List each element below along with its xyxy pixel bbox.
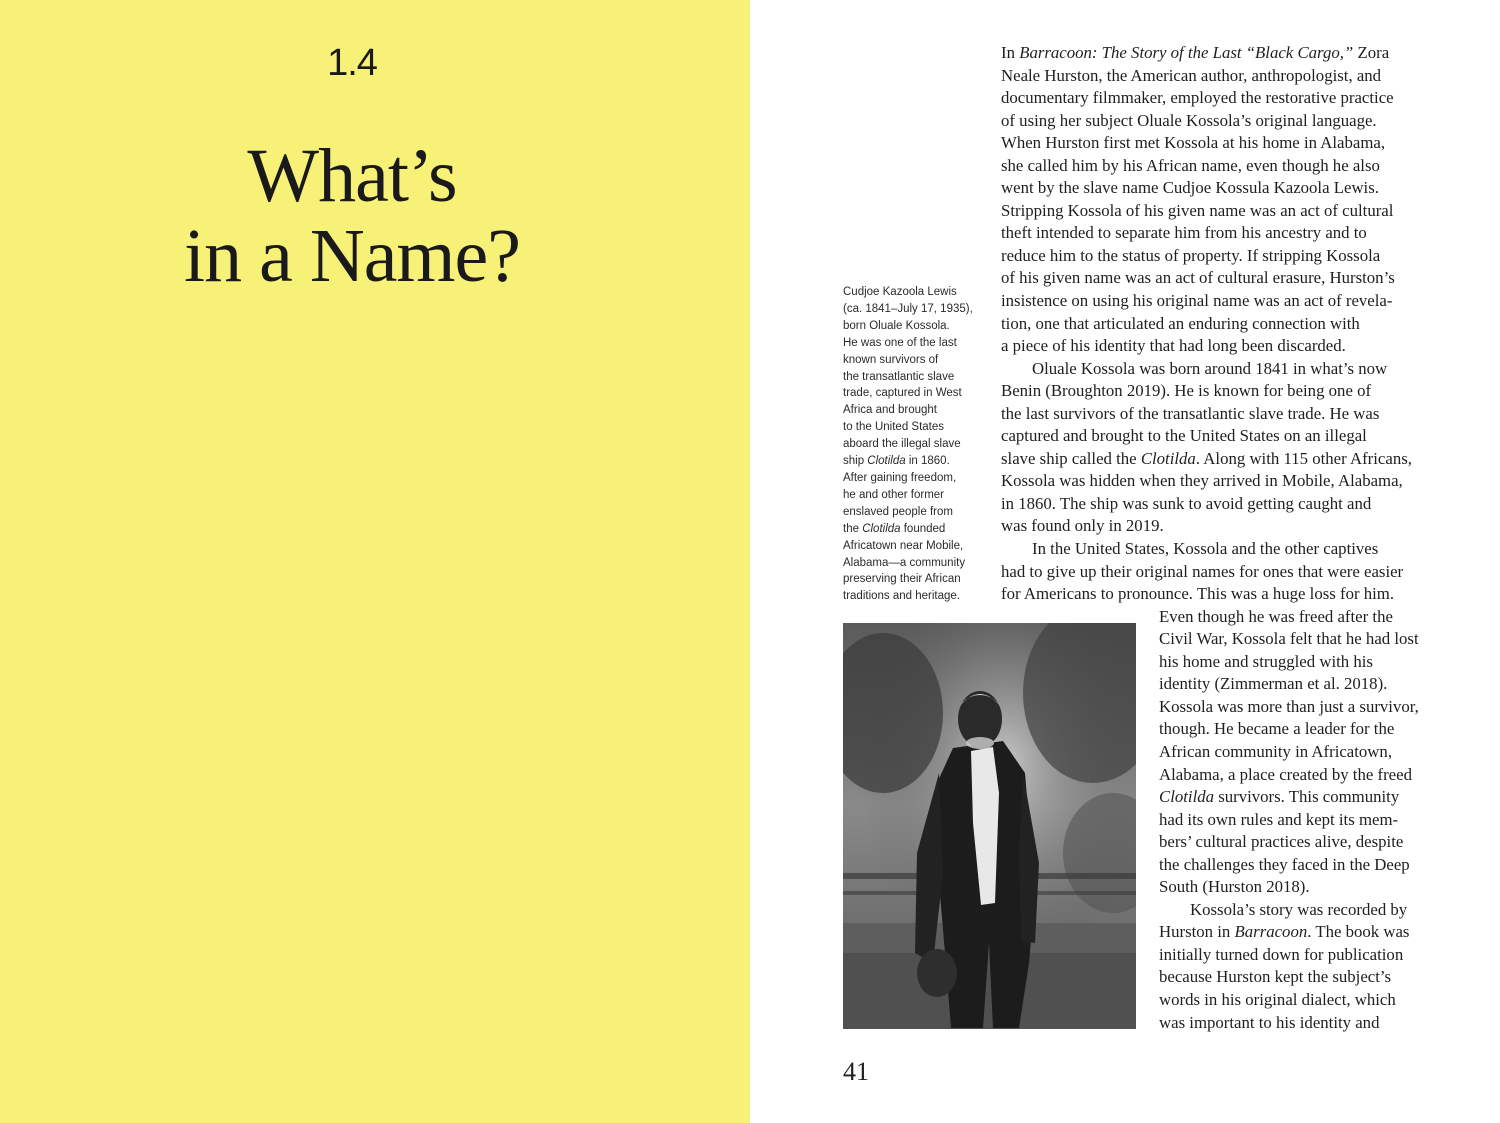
body-line: for Americans to pronounce. This was a huge loss for him. xyxy=(1001,584,1395,604)
chapter-title xyxy=(0,136,704,296)
chapter-title-line: in a Name? xyxy=(183,214,521,298)
body-line: Kossola’s story was recorded by xyxy=(1190,899,1408,919)
body-line: reduce him to the status of property. If stripping Kossola xyxy=(1001,245,1381,265)
body-line: captured and brought to the United States on an illegal xyxy=(1001,426,1367,446)
ship-name: Clotilda xyxy=(1159,787,1215,807)
caption-line: Africatown near Mobile, xyxy=(843,539,964,552)
body-line: of his given name was an act of cultural erasure, Hurston’s xyxy=(1001,268,1395,288)
body-line: Stripping Kossola of his given name was an act of cultural xyxy=(1001,200,1394,220)
section-number: 1.4 xyxy=(327,42,377,84)
body-line: went by the slave name Cudjoe Kossula Kazoola Lewis. xyxy=(1001,178,1379,198)
body-line: documentary filmmaker, employed the restorative practice xyxy=(1001,88,1394,108)
body-line: Oluale Kossola was born around 1841 in what’s now xyxy=(1032,358,1388,378)
caption-line: Africa and brought xyxy=(843,404,937,417)
caption-line: preserving their African xyxy=(843,573,961,586)
body-line: Alabama, a place created by the freed xyxy=(1159,764,1412,784)
body-line: Kossola was more than just a survivor, xyxy=(1159,696,1419,716)
chapter-title-line: What’s xyxy=(247,134,457,218)
body-line: she called him by his African name, even though he also xyxy=(1001,155,1380,175)
body-line: theft intended to separate him from his ancestry and to xyxy=(1001,223,1367,243)
body-line: was important to his identity and xyxy=(1159,1012,1380,1032)
book-title-barracoon: Barracoon: The Story of the Last “Black Cargo,” xyxy=(1019,43,1354,62)
body-line: was found only in 2019. xyxy=(1001,516,1164,536)
body-line: had to give up their original names for ones that were easier xyxy=(1001,561,1404,581)
body-line: in 1860. The ship was sunk to avoid getting caught and xyxy=(1001,493,1372,513)
body-line: Even though he was freed after the xyxy=(1159,606,1393,626)
caption-line: he and other former xyxy=(843,488,945,501)
caption-line: aboard the illegal slave xyxy=(843,438,961,451)
body-line: South (Hurston 2018). xyxy=(1159,877,1310,897)
caption-line: ship Clotilda in 1860. xyxy=(843,455,950,468)
body-line: his home and struggled with his xyxy=(1159,651,1373,671)
body-line: insistence on using his original name was an act of revela- xyxy=(1001,291,1393,311)
caption-line: (ca. 1841–July 17, 1935), xyxy=(843,302,973,315)
body-line: had its own rules and kept its mem- xyxy=(1159,809,1399,829)
body-line: Hurston in Barracoon. The book was xyxy=(1159,922,1410,942)
body-line: Clotilda survivors. This community xyxy=(1159,787,1400,807)
body-line: the challenges they faced in the Deep xyxy=(1159,854,1410,874)
caption-line: After gaining freedom, xyxy=(843,471,957,484)
body-line: bers’ cultural practices alive, despite xyxy=(1159,832,1404,852)
page-number: 41 xyxy=(843,1057,869,1086)
caption-line: to the United States xyxy=(843,421,945,434)
ship-name: Clotilda xyxy=(1140,448,1196,468)
caption-line: He was one of the last xyxy=(843,336,957,349)
photo-caption xyxy=(843,284,983,605)
caption-line: known survivors of xyxy=(843,353,939,366)
body-line: When Hurston first met Kossola at his home in Alabama, xyxy=(1001,133,1386,153)
body-text xyxy=(1001,42,1419,1034)
caption-line: born Oluale Kossola. xyxy=(843,319,950,332)
body-line: a piece of his identity that had long been discarded. xyxy=(1001,336,1346,356)
body-line: Benin (Broughton 2019). He is known for being one of xyxy=(1001,381,1372,401)
caption-line: traditions and heritage. xyxy=(843,590,960,603)
book-title-barracoon: Barracoon xyxy=(1234,922,1308,942)
body-line: of using her subject Oluale Kossola’s original language. xyxy=(1001,110,1377,130)
caption-line: the transatlantic slave xyxy=(843,370,955,383)
body-line: In Barracoon: The Story of the Last “Black Cargo,” Zora xyxy=(1001,43,1390,62)
body-line: words in his original dialect, which xyxy=(1159,989,1396,1009)
body-line: slave ship called the Clotilda. Along with 115 other Africans, xyxy=(1001,448,1412,468)
body-line: Kossola was hidden when they arrived in Mobile, Alabama, xyxy=(1001,471,1403,491)
body-line: identity (Zimmerman et al. 2018). xyxy=(1159,674,1388,694)
caption-line: Alabama—a community xyxy=(843,556,966,569)
caption-line: trade, captured in West xyxy=(843,387,962,400)
caption-line: the Clotilda founded xyxy=(843,522,946,535)
body-line: tion, one that articulated an enduring connection with xyxy=(1001,313,1360,333)
body-line: the last survivors of the transatlantic slave trade. He was xyxy=(1001,403,1380,423)
caption-line: enslaved people from xyxy=(843,505,953,518)
body-line: In the United States, Kossola and the other captives xyxy=(1032,539,1379,559)
body-line: because Hurston kept the subject’s xyxy=(1159,967,1392,987)
ship-name: Clotilda xyxy=(867,455,906,468)
ship-name: Clotilda xyxy=(862,522,901,535)
body-line: African community in Africatown, xyxy=(1159,741,1393,761)
caption-line: Cudjoe Kazoola Lewis xyxy=(843,286,957,298)
body-line: though. He became a leader for the xyxy=(1159,719,1395,739)
body-line: Civil War, Kossola felt that he had lost xyxy=(1159,629,1419,649)
body-line: initially turned down for publication xyxy=(1159,944,1404,964)
body-line: Neale Hurston, the American author, anthropologist, and xyxy=(1001,65,1382,85)
